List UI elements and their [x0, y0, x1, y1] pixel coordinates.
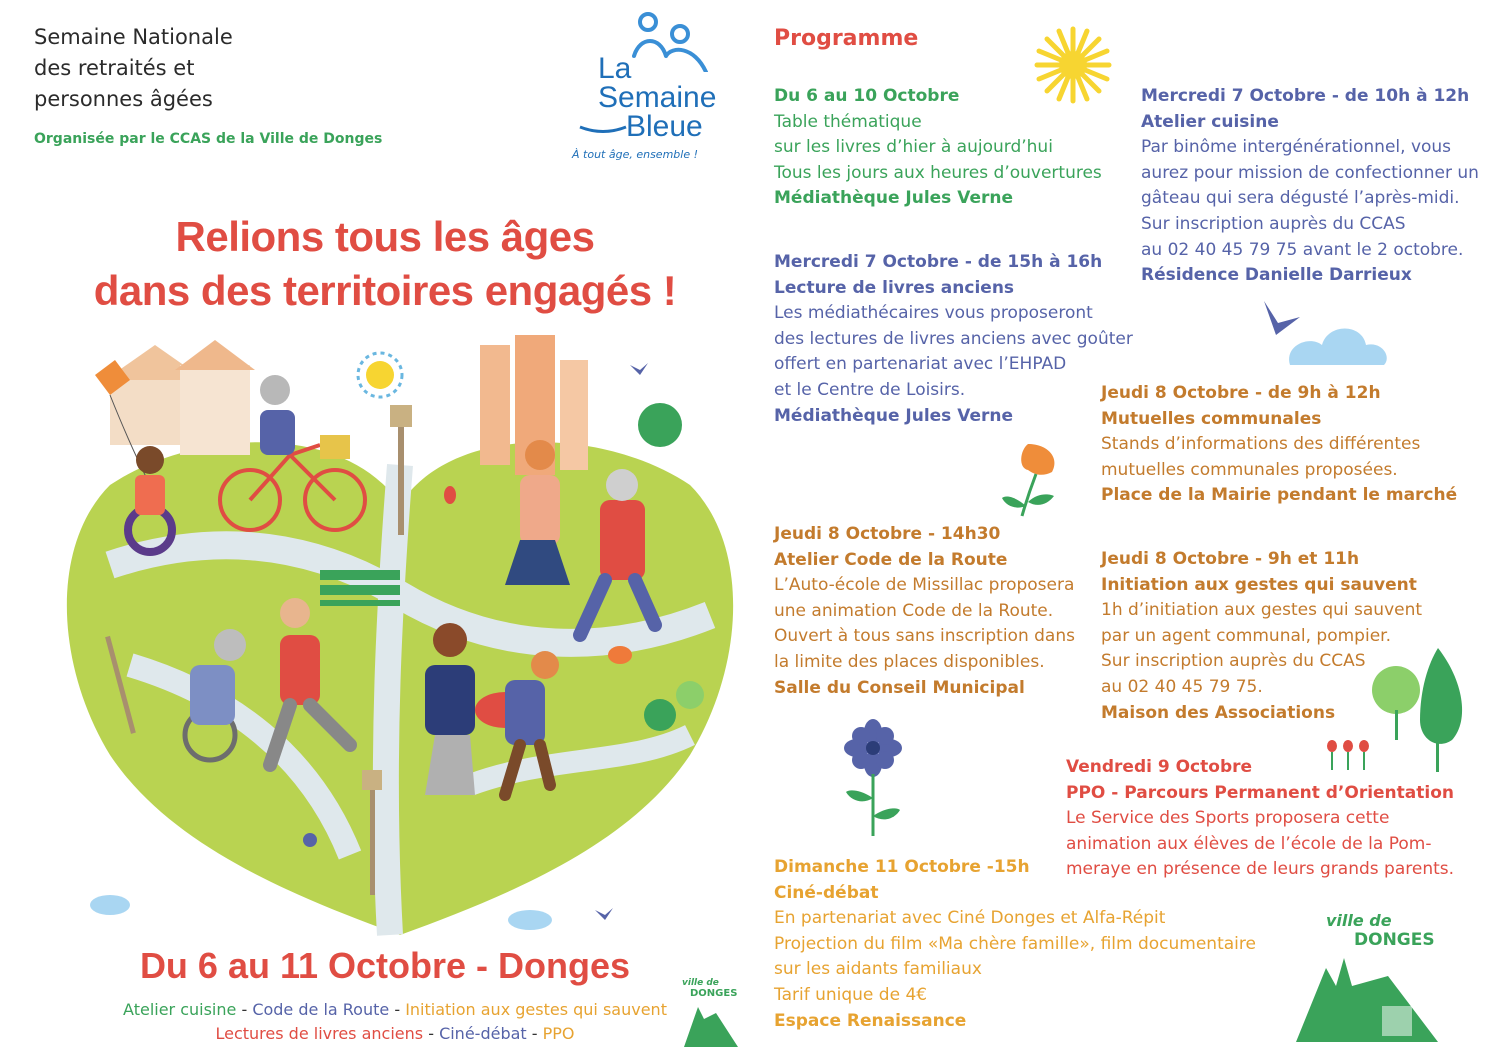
event-header	[34, 22, 233, 115]
topic-ppo: PPO	[542, 1024, 575, 1043]
event-title: Lecture de livres anciens	[774, 277, 1015, 298]
event-line: gâteau qui sera dégusté l’après-midi.	[1141, 188, 1460, 209]
ville-donges-logo	[1292, 912, 1442, 1047]
event-place: Médiathèque Jules Verne	[774, 405, 1013, 426]
logo-line-3: Bleue	[626, 110, 703, 143]
event-place: Place de la Mairie pendant le marché	[1101, 485, 1458, 506]
event-date: Jeudi 8 Octobre - de 9h à 12h	[1101, 383, 1381, 403]
event-line: sur les aidants familiaux	[774, 959, 982, 980]
event-date: Mercredi 7 Octobre - de 10h à 12h	[1141, 86, 1470, 106]
topics-line-1	[70, 1000, 720, 1019]
sun-small-icon	[358, 353, 402, 397]
event-line: et le Centre de Loisirs.	[774, 379, 966, 400]
event-code-route	[774, 522, 1075, 701]
path-2	[386, 465, 400, 935]
event-line: mutuelles communales proposées.	[1101, 459, 1398, 480]
event-line: Sur inscription auprès du CCAS	[1141, 213, 1406, 234]
event-line: L’Auto-école de Missillac proposera	[774, 575, 1075, 596]
event-date: Du 6 au 10 Octobre	[774, 86, 960, 106]
ville-logo-small-line-2: DONGES	[690, 988, 738, 999]
event-line: des lectures de livres anciens avec goûter	[774, 328, 1133, 349]
event-lecture-livres	[774, 250, 1133, 429]
header-line-1: Semaine Nationale	[34, 25, 233, 49]
slogan-line-1: Relions tous les âges	[175, 213, 595, 260]
event-line: au 02 40 45 79 75 avant le 2 octobre.	[1141, 239, 1464, 260]
event-line: animation aux élèves de l’école de la Pom-	[1066, 833, 1432, 854]
event-line: Projection du film «Ma chère famille», film documentaire	[774, 933, 1256, 954]
dates-banner: Du 6 au 11 Octobre - Donges	[139, 945, 631, 986]
event-title: Atelier cuisine	[1141, 111, 1279, 132]
event-line: Tarif unique de 4€	[774, 984, 928, 1005]
event-place: Maison des Associations	[1101, 702, 1336, 723]
event-title: Atelier Code de la Route	[774, 549, 1008, 570]
topic-code-route: Code de la Route	[252, 1000, 390, 1019]
event-line: Le Service des Sports proposera cette	[1066, 808, 1390, 829]
topic-gestes: Initiation aux gestes qui sauvent	[405, 1000, 667, 1019]
bench-icon	[320, 570, 400, 606]
event-title: Initiation aux gestes qui sauvent	[1101, 574, 1417, 595]
ville-logo-small-line-1: ville de	[682, 978, 719, 988]
slogan-line-2: dans des territoires engagés !	[93, 267, 677, 314]
event-date: Jeudi 8 Octobre - 14h30	[774, 524, 1001, 544]
event-line: la limite des places disponibles.	[774, 651, 1045, 672]
event-cine-debat	[774, 855, 1256, 1034]
header-line-3: personnes âgées	[34, 87, 213, 111]
flower-icon	[838, 718, 908, 838]
topics-line-2	[70, 1024, 720, 1043]
event-date: Mercredi 7 Octobre - de 15h à 16h	[774, 252, 1103, 272]
event-line: Sur inscription auprès du CCAS	[1101, 651, 1366, 672]
event-line: Par binôme intergénérationnel, vous	[1141, 137, 1452, 158]
event-table-thematique	[774, 84, 1102, 212]
event-title: PPO - Parcours Permanent d’Orientation	[1066, 782, 1454, 803]
topic-separator: -	[236, 1000, 253, 1019]
programme-title: Programme	[774, 26, 919, 51]
logo-swoosh-icon	[578, 124, 628, 134]
cloud-icon	[1262, 295, 1392, 370]
event-place: Résidence Danielle Darrieux	[1141, 265, 1412, 286]
organiser-note: Organisée par le CCAS de la Ville de Donges	[34, 131, 383, 147]
bird-icon	[630, 363, 648, 375]
ville-logo-line-1: ville de	[1326, 911, 1392, 930]
heart-park-illustration	[50, 335, 750, 940]
ville-logo-line-2: DONGES	[1354, 930, 1435, 950]
tulip-icon	[998, 440, 1068, 520]
topic-separator: -	[526, 1024, 543, 1043]
topic-separator: -	[423, 1024, 440, 1043]
event-line: aurez pour mission de confectionner un	[1141, 162, 1479, 183]
ville-donges-logo-small	[676, 978, 746, 1050]
topic-separator: -	[389, 1000, 406, 1019]
event-line: au 02 40 45 79 75.	[1101, 676, 1263, 697]
event-title: Mutuelles communales	[1101, 408, 1322, 429]
event-line: Table thématique	[774, 111, 922, 132]
logo-line-1: La	[598, 52, 632, 85]
slogan	[40, 210, 730, 318]
topic-lectures: Lectures de livres anciens	[215, 1024, 424, 1043]
bird-icon	[595, 908, 613, 920]
event-line: par un agent communal, pompier.	[1101, 625, 1391, 646]
event-line: meraye en présence de leurs grands parents.	[1066, 859, 1455, 880]
event-title: Ciné-débat	[774, 882, 879, 903]
topic-cine-debat: Ciné-débat	[439, 1024, 527, 1043]
event-atelier-cuisine	[1141, 84, 1479, 289]
church-icon	[676, 999, 746, 1049]
event-date: Jeudi 8 Octobre - 9h et 11h	[1101, 549, 1360, 569]
logo-line-2: Semaine	[598, 81, 717, 114]
event-line: sur les livres d’hier à aujourd’hui	[774, 137, 1053, 158]
event-line: Tous les jours aux heures d’ouvertures	[774, 162, 1102, 183]
event-mutuelles	[1101, 381, 1457, 509]
event-line: Les médiathécaires vous proposeront	[774, 303, 1093, 324]
church-icon	[1292, 950, 1442, 1045]
event-place: Médiathèque Jules Verne	[774, 188, 1013, 209]
event-line: Stands d’informations des différentes	[1101, 434, 1421, 455]
event-line: 1h d’initiation aux gestes qui sauvent	[1101, 600, 1423, 621]
event-place: Espace Renaissance	[774, 1010, 967, 1031]
header-line-2: des retraités et	[34, 56, 195, 80]
event-line: une animation Code de la Route.	[774, 600, 1054, 621]
event-line: En partenariat avec Ciné Donges et Alfa-Répit	[774, 908, 1166, 929]
event-date: Vendredi 9 Octobre	[1066, 757, 1253, 777]
event-date: Dimanche 11 Octobre -15h	[774, 857, 1030, 877]
topic-atelier-cuisine: Atelier cuisine	[123, 1000, 237, 1019]
logo-tagline: À tout âge, ensemble !	[572, 148, 698, 161]
semaine-bleue-logo	[570, 12, 730, 172]
event-place: Salle du Conseil Municipal	[774, 677, 1025, 698]
event-line: offert en partenariat avec l’EHPAD	[774, 354, 1067, 375]
event-line: Ouvert à tous sans inscription dans	[774, 626, 1075, 647]
